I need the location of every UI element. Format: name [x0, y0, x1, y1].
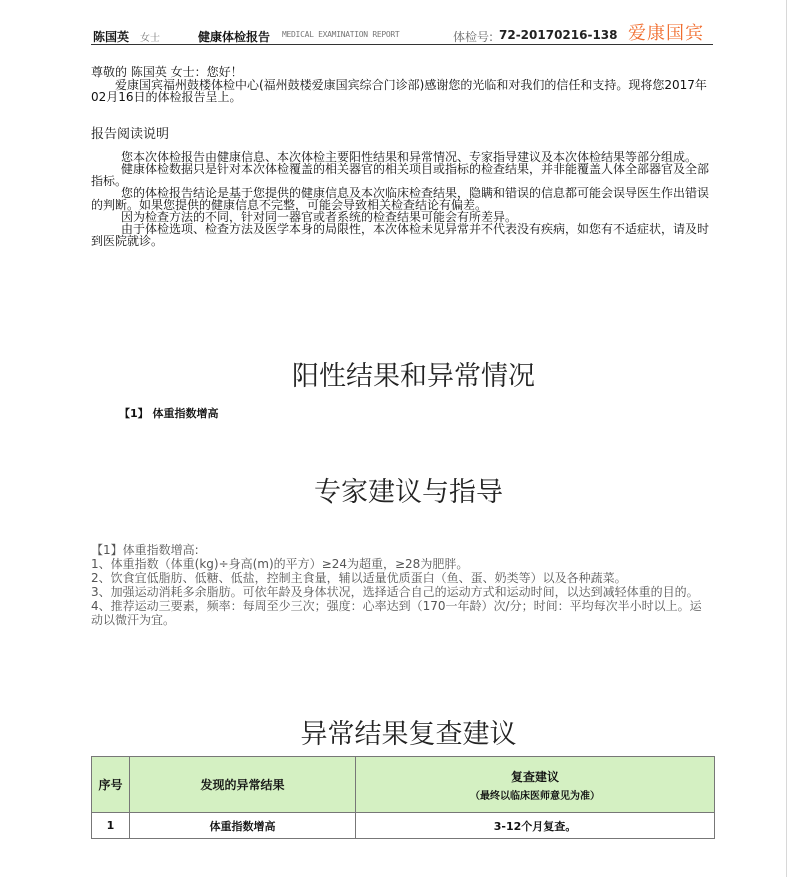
- brand-logo-text: 爱康国宾: [628, 23, 704, 44]
- reading-note: 由于体检选项、检查方法及医学本身的局限性，本次体检未见异常并不代表没有疾病，如您有不适症状，请及时到医院就诊。: [91, 222, 710, 248]
- row-advice: 3-12个月复查。: [356, 813, 715, 839]
- report-header: [91, 14, 713, 45]
- exam-number: 72-20170216-138: [499, 28, 618, 42]
- reading-note: 您的体检报告结论是基于您提供的健康信息及本次临床检查结果，隐瞒和错误的信息都可能会误导医生作出错误的判断。如果您提供的健康信息不完整，可能会导致相关检查结论有偏差。: [91, 186, 710, 212]
- patient-gender: 女士: [140, 33, 160, 44]
- report-title: 健康体检报告: [198, 30, 271, 44]
- col-header-no: 序号: [92, 757, 130, 813]
- col-header-finding: 发现的异常结果: [130, 757, 356, 813]
- advice-header-note: （最终以临床医师意见为准）: [470, 790, 600, 802]
- expert-advice-body: [91, 543, 711, 627]
- expert-advice-title: 专家建议与指导: [314, 477, 503, 508]
- greeting: 尊敬的 陈国英 女士：您好！: [91, 65, 243, 79]
- advice-line: 1、体重指数（体重(kg)÷身高(m)的平方）≥24为超重，≥28为肥胖。: [91, 557, 469, 571]
- advice-line: 2、饮食宜低脂肪、低糖、低盐，控制主食量，辅以适量优质蛋白（鱼、蛋、奶类等）以及各种蔬菜。: [91, 571, 627, 585]
- advice-line: 【1】体重指数增高:: [91, 543, 199, 557]
- patient-name: 陈国英: [93, 30, 130, 44]
- recheck-title: 异常结果复查建议: [300, 719, 517, 750]
- col-header-advice: [356, 757, 715, 813]
- reading-guide-title: 报告阅读说明: [91, 127, 170, 142]
- recheck-table: [91, 756, 715, 839]
- reading-guide-notes: [91, 151, 715, 247]
- row-no: 1: [92, 813, 130, 839]
- table-header-row: [92, 757, 715, 813]
- reading-note: 健康体检数据只是针对本次体检覆盖的相关器官的相关项目或指标的检查结果，并非能覆盖人体全部器官及全部指标。: [91, 162, 710, 188]
- intro-paragraph: 爱康国宾福州鼓楼体检中心(福州鼓楼爱康国宾综合门诊部)感谢您的光临和对我们的信任和支持。现将您2017年02月16日的体检报告呈上。: [91, 78, 707, 104]
- reading-note: 您本次体检报告由健康信息、本次体检主要阳性结果和异常情况、专家指导建议及本次体检结果等部分组成。: [121, 150, 698, 164]
- advice-header-label: 复查建议: [510, 769, 559, 784]
- reading-note: 因为检查方法的不同，针对同一器官或者系统的检查结果可能会有所差异。: [121, 210, 518, 224]
- row-finding: 体重指数增高: [130, 813, 356, 839]
- exam-number-label: 体检号:: [453, 30, 494, 44]
- positive-result-item: 【1】 体重指数增高: [119, 407, 219, 420]
- advice-line: 3、加强运动消耗多余脂肪。可依年龄及身体状况，选择适合自己的运动方式和运动时间，以达到减轻体重的目的。: [91, 585, 699, 599]
- report-title-en: MEDICAL EXAMINATION REPORT: [282, 30, 400, 39]
- positive-results-title: 阳性结果和异常情况: [292, 361, 535, 392]
- table-row: [92, 813, 715, 839]
- advice-line: 4、推荐运动三要素，频率：每周至少三次；强度：心率达到（170一年龄）次/分；时间：平均每次半小时以上。运动以微汗为宜。: [91, 599, 702, 627]
